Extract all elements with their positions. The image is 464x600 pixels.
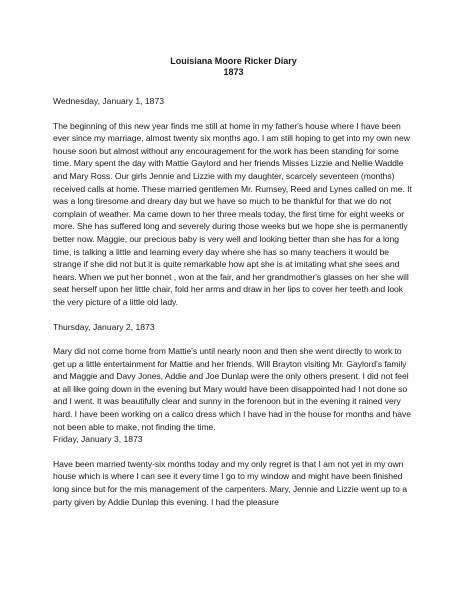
entry-date-2: Thursday, January 2, 1873 (53, 321, 155, 332)
document-year: 1873 (223, 67, 244, 77)
entry-date-3: Friday, January 3, 1873 (53, 434, 143, 445)
entry-text-3: Have been married twenty-six months today and my only regret is that I am not yet in my own house which is where I can see it every time I go to my window and might have been finished long since but for the mis management of the carpenters. Mary, Jennie and Lizzie went up to a party given by Addie Dunlap this evening. I had the pleasure (53, 458, 407, 507)
entry-text-1: The beginning of this new year finds me still at home in my father's house where I have been ever since my marriage, almost twenty six months ago. I am still hoping to get into my own new house soon but almost without any encouragement for the work has been standing for some time. Mary spent the day with Mattie Gaylord and her friends Misses Lizzie and Nellie Waddle and Mary Ross. Our girls Jennie and Lizzie with my daughter, scarcely seventeen (months) received calls at home. These married gentlemen Mr. Rumsey, Reed and Lynes called on me. It was a long tiresome and dreary day but we have so much to be thankful for that we do not complain of weather. Ma came down to her three meals today, the first time for eight weeks or more. She has suffered long and severely during those weeks but we hope she is permanently better now. Maggie, our precious baby is very well and looking better than she has for a long time, is talking a little and learning every day where she has so many teachers it would be strange if she did not but it is quite remarkable how apt she is at imitating what she sees and hears. When we put her bonnet , won at the fair, and her grandmother's glasses on her she will seat herself upon her little chair, fold her arms and draw in her lips to cover her teeth and look the very picture of a little old lady. (53, 120, 412, 307)
entry-date-1: Wednesday, January 1, 1873 (53, 96, 164, 106)
entry-text-2: Mary did not come home from Mattie's until nearly noon and then she went directly to work to get up a little entertainment for Mattie and her friends. Will Brayton visiting Mr. Gaylord's family and Maggie and Davy Jones, Addie and Joe Dunlap were the only others present. I did not feel at all like going down in the evening but Mary would have been disappointed had I not done so and I went. It was beautifully clear and sunny in the forenoon but in the evening it rained very hard. I have been working on a calico dress which I have had in the house for months and have not been able to make, not finding the time. (53, 346, 411, 432)
document-title: Louisiana Moore Ricker Diary (170, 56, 297, 66)
